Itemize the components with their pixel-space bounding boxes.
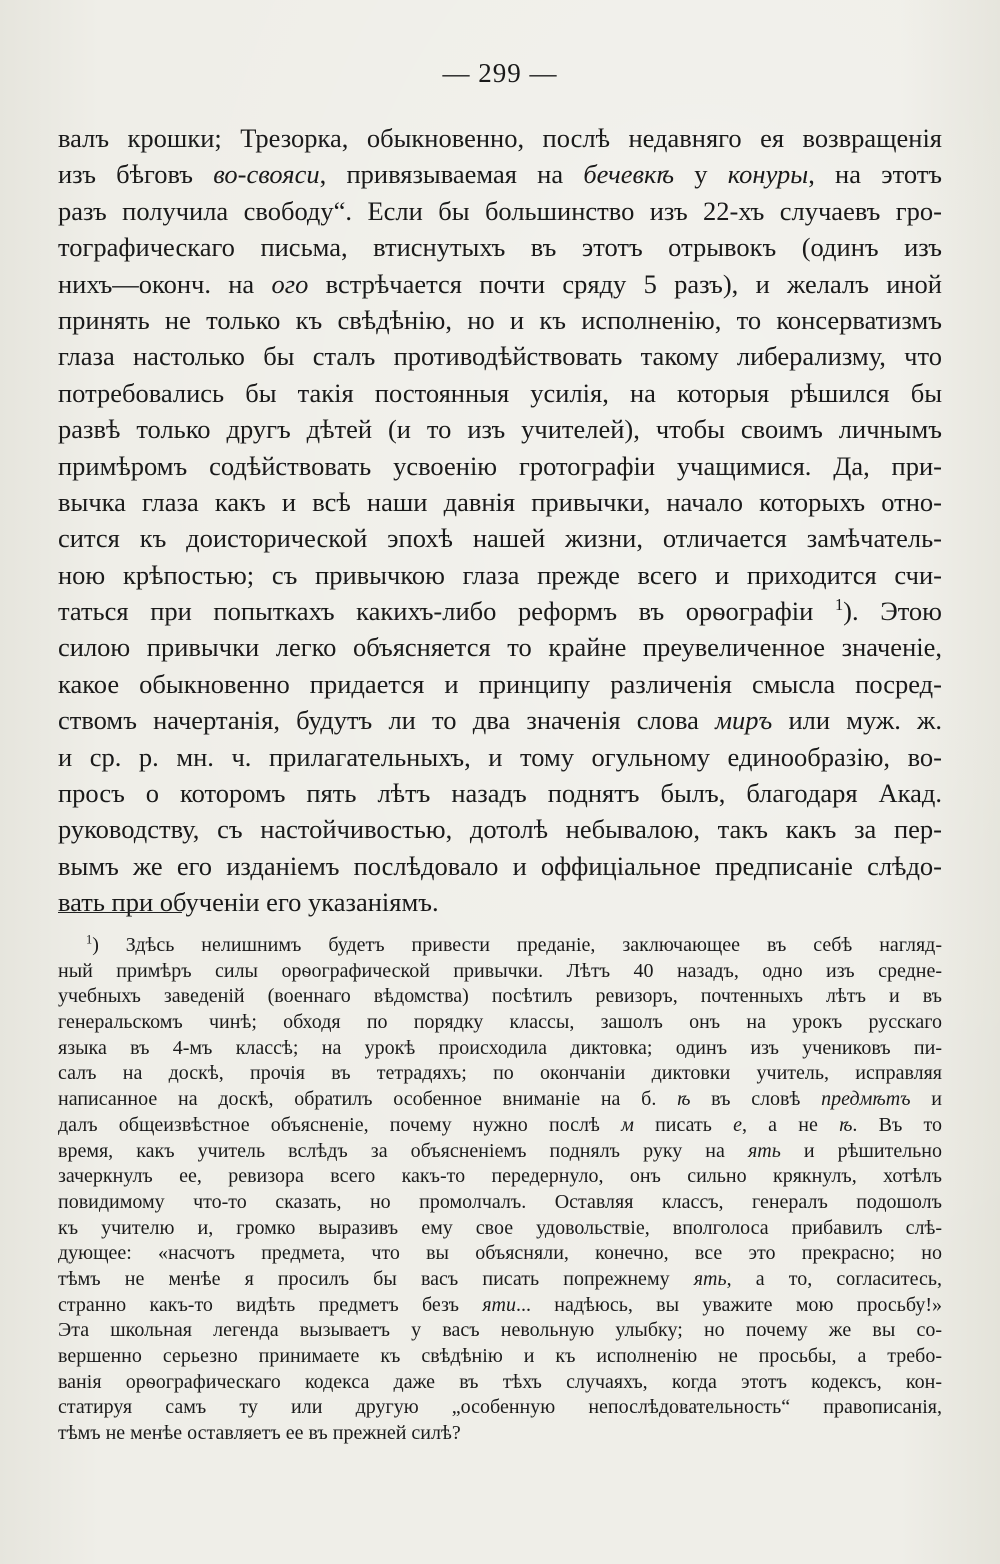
footnote-line: генеральскомъ чинѣ; обходя по порядку классы, зашолъ онъ на урокъ русскаго [58,1011,942,1034]
main-line: глаза настолько бы сталъ противодѣйствовать такому либерализму, что [58,341,942,372]
main-line: вымъ же его изданіемъ послѣдовало и оффиціальное предписаніе слѣдо- [58,850,942,881]
footnote-line: салъ на доскѣ, прочія въ тетрадяхъ; по окончаніи диктовки учитель, исправляя [58,1062,942,1085]
main-line: примѣромъ содѣйствовать усвоенію гротографіи учащимися. Да, при- [58,450,942,481]
footnote-line: языка въ 4-мъ классѣ; на урокѣ происходила диктовка; одинъ изъ учениковъ пи- [58,1036,942,1059]
footnote-line: написанное на доскѣ, обратилъ особенное вниманіе на б. ѣ въ словѣ предмѣтъ и [58,1088,942,1111]
main-line: таться при попыткахъ какихъ-либо реформъ въ орѳографіи $^1$). Этою [58,595,942,627]
main-line: валъ крошки; Трезорка, обыкновенно, послѣ недавняго ея возвращенія [58,123,942,153]
main-line: руководству, съ настойчивостью, дотолѣ небывалою, такъ какъ за пер- [58,814,942,845]
main-line: ною крѣпостью; съ привычкою глаза прежде всего и приходится счи- [58,559,942,590]
main-line: изъ бѣговъ во-свояси, привязываемая на бечевкѣ у конуры, на этотъ [58,159,942,190]
footnote-line: $^1$) Здѣсь нелишнимъ будетъ привести преданіе, заключающее въ себѣ нагляд- [86,933,942,956]
main-line: развѣ только другъ дѣтей (и то изъ учителей), чтобы своимъ личнымъ [58,414,942,445]
footnote-block [58,933,942,1447]
main-line: нихъ—оконч. на ого встрѣчается почти сряду 5 разъ), и желалъ иной [58,268,942,299]
footnote-line: къ учителю и, громко выразивъ ему свое удовольствіе, вполголоса прибавилъ слѣ- [58,1216,942,1239]
main-line: сится къ доисторической эпохѣ нашей жизни, отличается замѣчатель- [58,523,942,554]
main-line: и ср. р. мн. ч. прилагательныхъ, и тому огульному единообразію, во- [58,741,942,772]
footnote-line: тѣмъ не менѣе я просилъ бы васъ писать попрежнему ять, а то, согласитесь, [58,1267,942,1290]
footnote-line: ный примѣръ силы орѳографической привычки. Лѣтъ 40 назадъ, одно изъ средне- [58,959,942,982]
footnote-line: статируя самъ ту или другую „особенную непослѣдовательность“ правописанія, [58,1396,942,1419]
footnote-line: Эта школьная легенда вызываетъ у васъ невольную улыбку; но почему же вы со- [58,1319,942,1342]
main-line: тографическаго письма, втиснутыхъ въ этотъ отрывокъ (одинъ изъ [58,232,942,263]
main-text-block [58,120,942,921]
main-line: силою привычки легко объясняется то крайне преувеличенное значеніе, [58,632,942,663]
main-line: вать при обученіи его указаніямъ. [58,887,439,918]
main-line: принять не только къ свѣдѣнію, но и къ исполненію, то консерватизмъ [58,304,942,335]
footnote-line: повидимому что-то сказать, но промолчалъ. Оставляя классъ, генералъ подошолъ [58,1190,942,1213]
footnote-line: вершенно серьезно принимаете къ свѣдѣнію и къ исполненію не просьбы, а требо- [58,1345,942,1367]
footnote-line: тѣмъ не менѣе оставляетъ ее въ прежней силѣ? [58,1422,461,1445]
page-number: — 299 — [442,58,558,88]
main-line: ствомъ начертанія, будутъ ли то два значенія слова миръ или муж. ж. [58,705,942,736]
footnote-line: ванія орѳографическаго кодекса даже въ тѣхъ случаяхъ, когда этотъ кодексъ, кон- [58,1370,942,1393]
main-line: разъ получила свободу“. Если бы большинство изъ 22-хъ случаевъ гро- [58,195,942,226]
footnote-line: странно какъ-то видѣть предметъ безъ яти... надѣюсь, вы уважите мою просьбу!» [58,1293,942,1316]
footnote-line: время, какъ учитель вслѣдъ за объясненіемъ поднялъ руку на ять и рѣшительно [58,1139,942,1162]
footnote-line: далъ общеизвѣстное объясненіе, почему нужно послѣ м писать е, а не ѣ. Въ то [58,1113,942,1136]
footnote-line: дующее: «насчотъ предмета, что вы объясняли, конечно, все это прекрасно; но [58,1242,942,1265]
main-line: вычка глаза какъ и всѣ наши давнія привычки, начало которыхъ отно- [58,486,942,517]
main-line: какое обыкновенно придается и принципу различенія смысла посред- [58,668,942,699]
main-line: потребовались бы такія постоянныя усилія, на которыя рѣшился бы [58,377,942,408]
footnote-separator [58,912,182,913]
footnote-line: учебныхъ заведеній (военнаго вѣдомства) посѣтилъ ревизоръ, почтенныхъ лѣтъ и въ [58,985,942,1008]
main-line: просъ о которомъ пять лѣтъ назадъ поднятъ былъ, благодаря Акад. [58,778,942,809]
footnote-line: зачеркнулъ ее, ревизора всего какъ-то передернуло, онъ сильно крякнулъ, хотѣлъ [58,1165,942,1188]
